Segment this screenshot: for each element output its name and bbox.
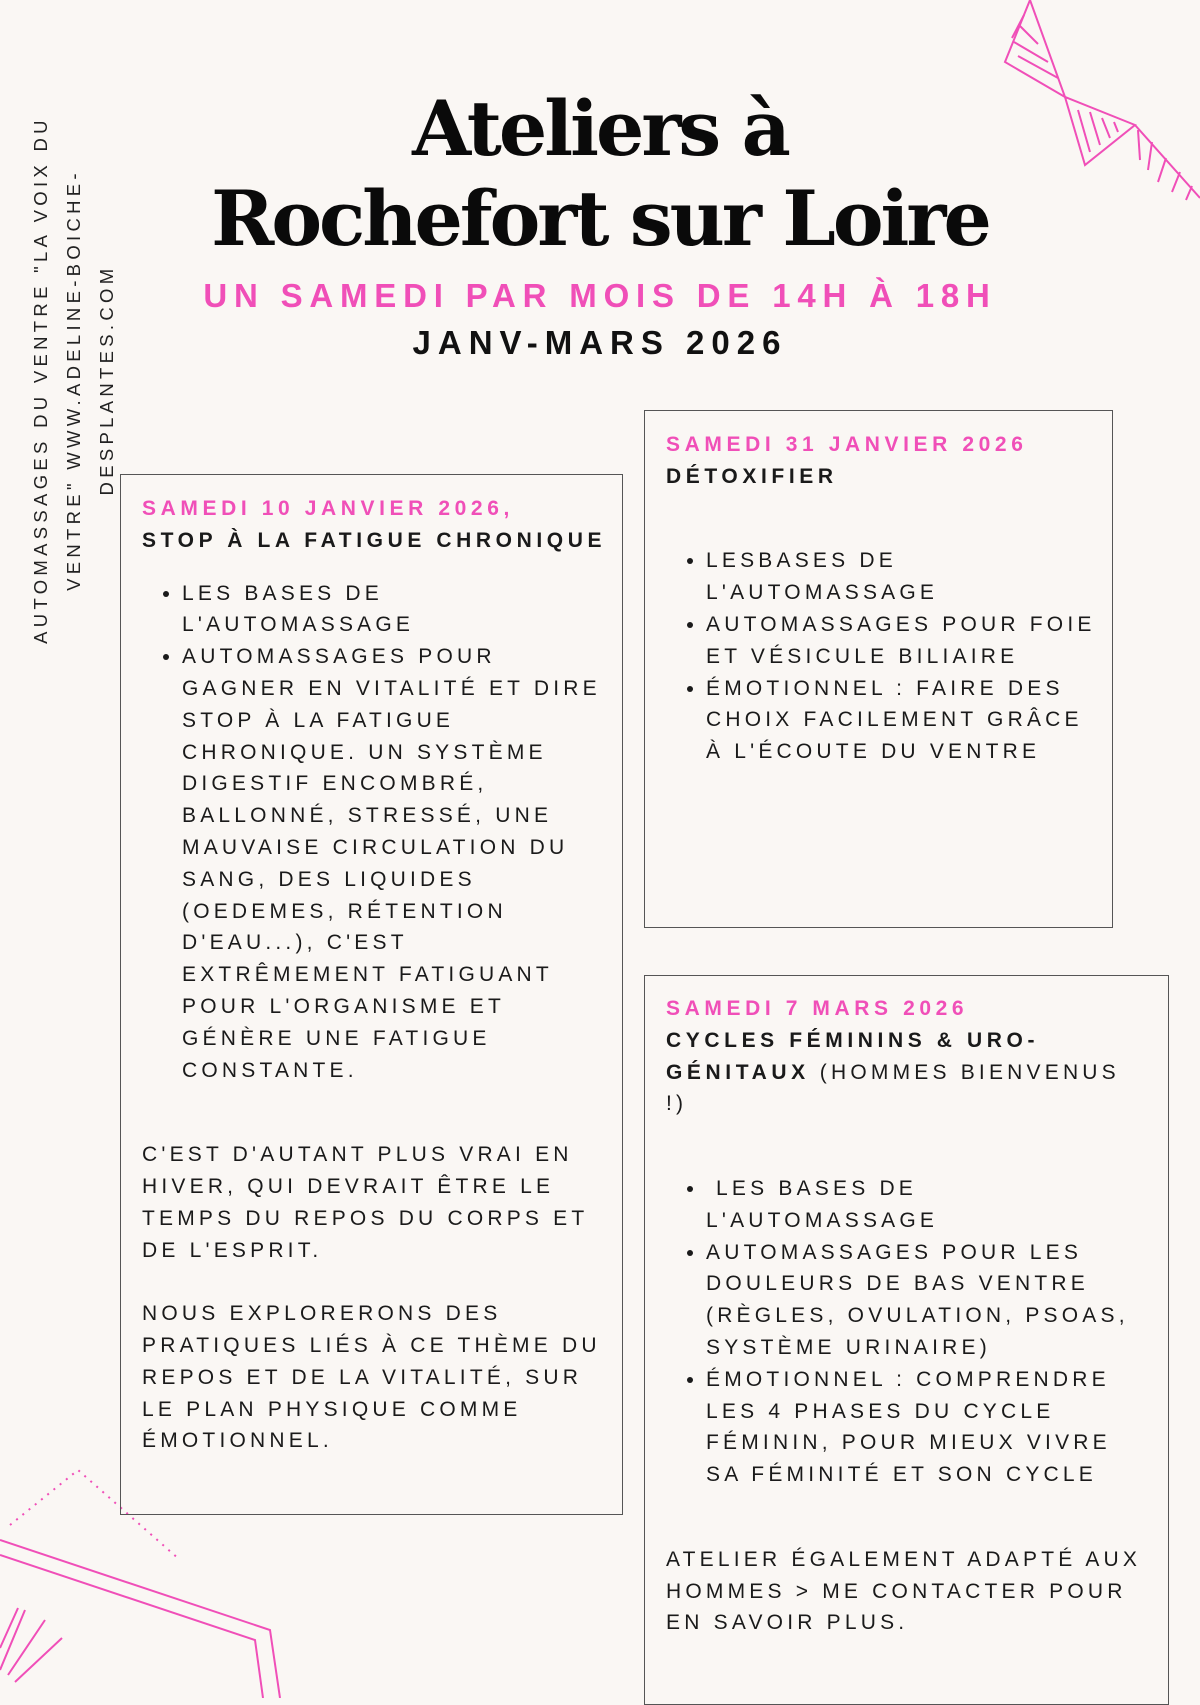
side-text-line: AUTOMASSAGES DU VENTRE "LA VOIX DU — [30, 116, 51, 644]
workshop-title-note: (HOMMES BIENVENUS !) — [666, 1060, 1120, 1116]
list-item: • ÉMOTIONNEL : COMPRENDRE LES 4 PHASES DU CYCLE FÉMININ, POUR MIEUX VIVRE SA FÉMINITÉ ET SON CYCLE — [706, 1364, 1151, 1491]
workshop-topics-list — [142, 578, 612, 1087]
workshop-title: DÉTOXIFIER — [666, 464, 838, 488]
list-item: • LESBASES DE L'AUTOMASSAGE — [706, 545, 1106, 609]
page-date-range: JANV-MARS 2026 — [412, 324, 788, 361]
workshop-title: STOP À LA FATIGUE CHRONIQUE — [142, 528, 607, 552]
workshop-title-block — [666, 1025, 1151, 1120]
side-text-line: DESPLANTES.COM — [96, 264, 117, 496]
page-title-line1: Ateliers à — [412, 84, 788, 173]
workshop-paragraph: ATELIER ÉGALEMENT ADAPTÉ AUX HOMMES > ME CONTACTER POUR EN SAVOIR PLUS. — [666, 1547, 1142, 1635]
side-text-line: VENTRE" WWW.ADELINE-BOICHE- — [63, 169, 84, 591]
workshop-topics-list — [666, 1173, 1151, 1491]
workshop-topics-list — [666, 545, 1106, 768]
workshop-date: SAMEDI 31 JANVIER 2026 — [666, 433, 1028, 456]
workshop-card-march-7-content — [666, 993, 1151, 1639]
page-subtitle: UN SAMEDI PAR MOIS DE 14H À 18H — [203, 277, 997, 314]
workshop-date: SAMEDI 10 JANVIER 2026, — [142, 497, 514, 520]
list-item: • ÉMOTIONNEL : FAIRE DES CHOIX FACILEMENT GRÂCE À L'ÉCOUTE DU VENTRE — [706, 673, 1106, 768]
workshop-card-january-10-content — [142, 493, 612, 1457]
list-item: • AUTOMASSAGES POUR LES DOULEURS DE BAS VENTRE (RÈGLES, OVULATION, PSOAS, SYSTÈME URINAIRE) — [706, 1237, 1151, 1364]
page-title-line2: Rochefort sur Loire — [211, 174, 989, 263]
bunting-decoration — [990, 0, 1200, 210]
workshop-card-january-31-content — [666, 429, 1106, 789]
list-item: • LES BASES DE L'AUTOMASSAGE — [182, 578, 612, 642]
workshop-title: CYCLES FÉMININS & URO-GÉNITAUX — [666, 1028, 1040, 1084]
list-item: • LES BASES DE L'AUTOMASSAGE — [706, 1173, 1151, 1237]
workshop-paragraph: C'EST D'AUTANT PLUS VRAI EN HIVER, QUI DEVRAIT ÊTRE LE TEMPS DU REPOS DU CORPS ET DE L'ESPRIT. — [142, 1143, 589, 1262]
side-website-text — [24, 70, 123, 690]
list-item: • AUTOMASSAGES POUR FOIE ET VÉSICULE BILIAIRE — [706, 609, 1106, 673]
workshop-paragraph: NOUS EXPLORERONS DES PRATIQUES LIÉS À CE THÈME DU REPOS ET DE LA VITALITÉ, SUR LE PLAN PHYSIQUE COMME ÉMOTIONNEL. — [142, 1302, 601, 1453]
workshop-date: SAMEDI 7 MARS 2026 — [666, 997, 969, 1020]
list-item: • AUTOMASSAGES POUR GAGNER EN VITALITÉ ET DIRE STOP À LA FATIGUE CHRONIQUE. UN SYSTÈME DIGESTIF ENCOMBRÉ, BALLONNÉ, STRESSÉ, UNE MAUVAISE CIRCULATION DU SANG, DES LIQUIDES (OEDEMES, RÉTENTION D'EAU...), C'EST EXTRÊMEMENT FATIGUANT POUR L'ORGANISME ET GÉNÈRE UNE FATIGUE CONSTANTE. — [182, 641, 612, 1086]
